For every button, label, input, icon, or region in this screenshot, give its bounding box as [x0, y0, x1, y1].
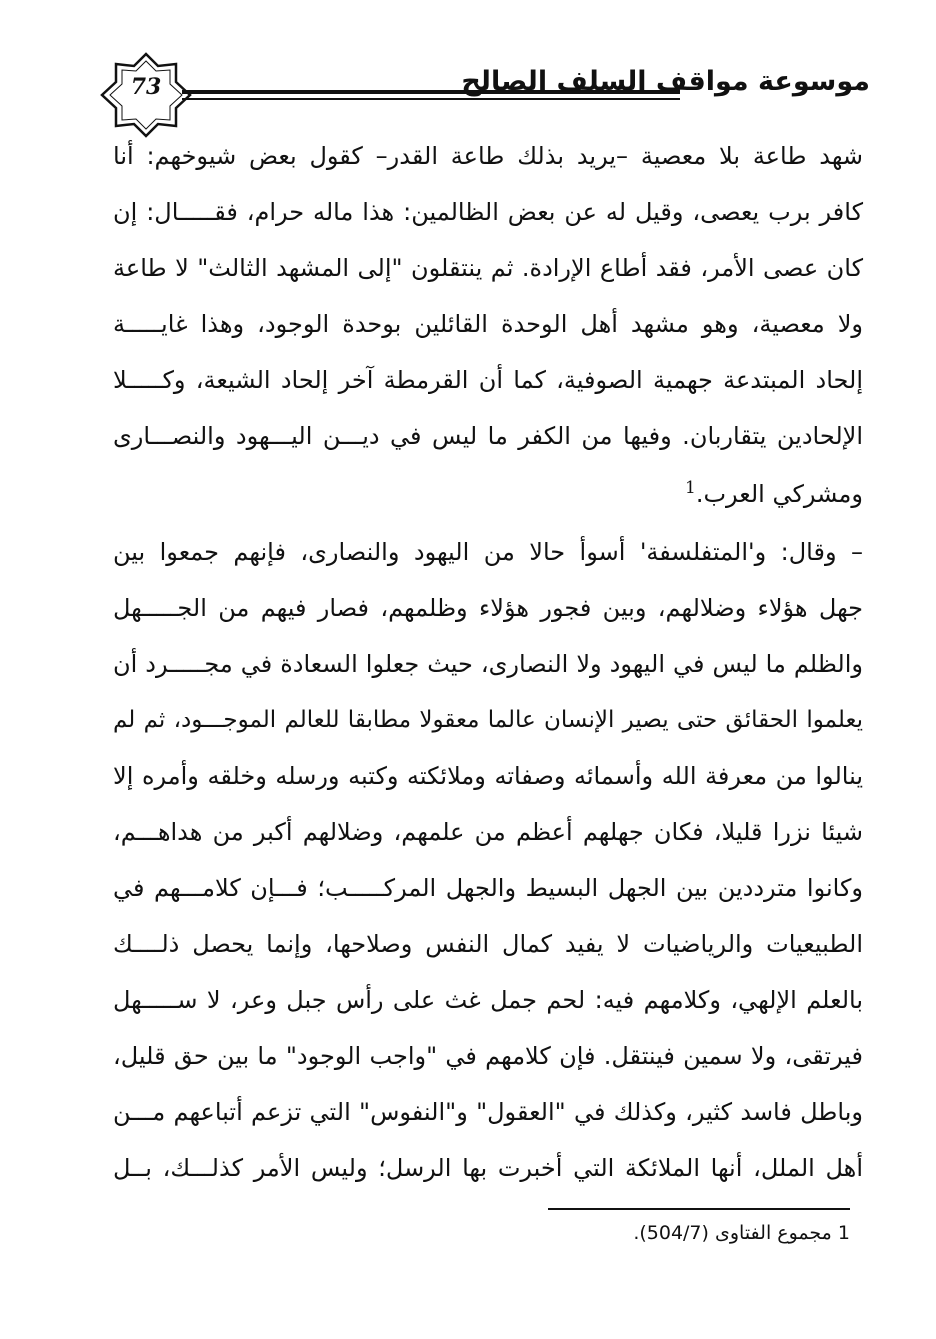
text-line: الطبيعيات والرياضيات لا يفيد كمال النفس وصلاحها، وإنما يحصل ذلــــك: [113, 930, 863, 958]
page-number: 73: [130, 74, 162, 100]
text-line: جهل هؤلاء وضلالهم، وبين فجور هؤلاء وظلمهم، فصار فيهم من الجـــــهل: [113, 594, 863, 622]
text-line: والظلم ما ليس في اليهود ولا النصارى، حيث جعلوا السعادة في مجـــــرد أن: [113, 650, 863, 678]
text-line: ينالوا من معرفة الله وأسمائه وصفاته وملائكته وكتبه ورسله وخلقه وأمره إلا: [113, 762, 863, 790]
page-header: [100, 52, 870, 138]
footnote-number: 1: [837, 1222, 850, 1244]
text-line: شيئا نزرا قليلا، فكان جهلهم أعظم من علمهم، وضلالهم أكبر من هداهـــم،: [113, 818, 863, 846]
text-line: – وقال: و'المتفلسفة' أسوأ حالا من اليهود والنصارى، فإنهم جمعوا بين: [113, 538, 863, 566]
text-line: يعلموا الحقائق حتى يصير الإنسان عالما معقولا مطابقا للعالم الموجـــود، ثم لم: [113, 707, 863, 733]
text-line: فيرتقى، ولا سمين فينتقل. فإن كلامهم في "واجب الوجود" ما بين حق قليل،: [113, 1042, 863, 1070]
text-line: وباطل فاسد كثير، وكذلك في "العقول" و"النفوس" التي تزعم أتباعهم مـــن: [113, 1098, 863, 1126]
text-line-content: ومشركي العرب.: [695, 480, 863, 508]
footnote-separator: [548, 1208, 850, 1210]
footnote: [633, 1222, 850, 1244]
series-title: موسوعة مواقف السلف الصالح: [461, 66, 870, 97]
text-line: شهد طاعة بلا معصية –يريد بذلك طاعة القدر– كقول بعض شيوخهم: أنا: [113, 142, 863, 170]
header-rule-thin: [182, 98, 680, 100]
text-line: وكانوا مترددين بين الجهل البسيط والجهل المركـــــب؛ فـــإن كلامـــهم في: [113, 874, 863, 902]
text-line: كافر برب يعصى، وقيل له عن بعض الظالمين: هذا ماله حرام، فقـــــال: إن: [113, 198, 863, 226]
footnote-text: مجموع الفتاوى (504/7).: [633, 1222, 832, 1244]
text-line: بالعلم الإلهي، وكلامهم فيه: لحم جمل غث على رأس جبل وعر، لا ســـــهل: [113, 986, 863, 1014]
text-line: الإلحادين يتقاربان. وفيها من الكفر ما ليس في ديـــن اليـــهود والنصـــارى: [113, 422, 863, 450]
footnote-reference[interactable]: 1: [684, 478, 696, 498]
text-line: إلحاد المبتدعة جهمية الصوفية، كما أن القرمطة آخر إلحاد الشيعة، وكـــــلا: [113, 366, 863, 394]
text-line: ولا معصية، وهو مشهد أهل الوحدة القائلين بوحدة الوجود، وهذا غايـــــة: [113, 310, 863, 338]
text-line: كان عصى الأمر، فقد أطاع الإرادة. ثم ينتقلون "إلى المشهد الثالث" لا طاعة: [113, 254, 863, 282]
text-line: أهل الملل، أنها الملائكة التي أخبرت بها الرسل؛ وليس الأمر كذلـــك، بــل: [113, 1154, 863, 1182]
page-number-badge: [100, 52, 192, 138]
text-line-paragraph-end: [113, 466, 863, 522]
